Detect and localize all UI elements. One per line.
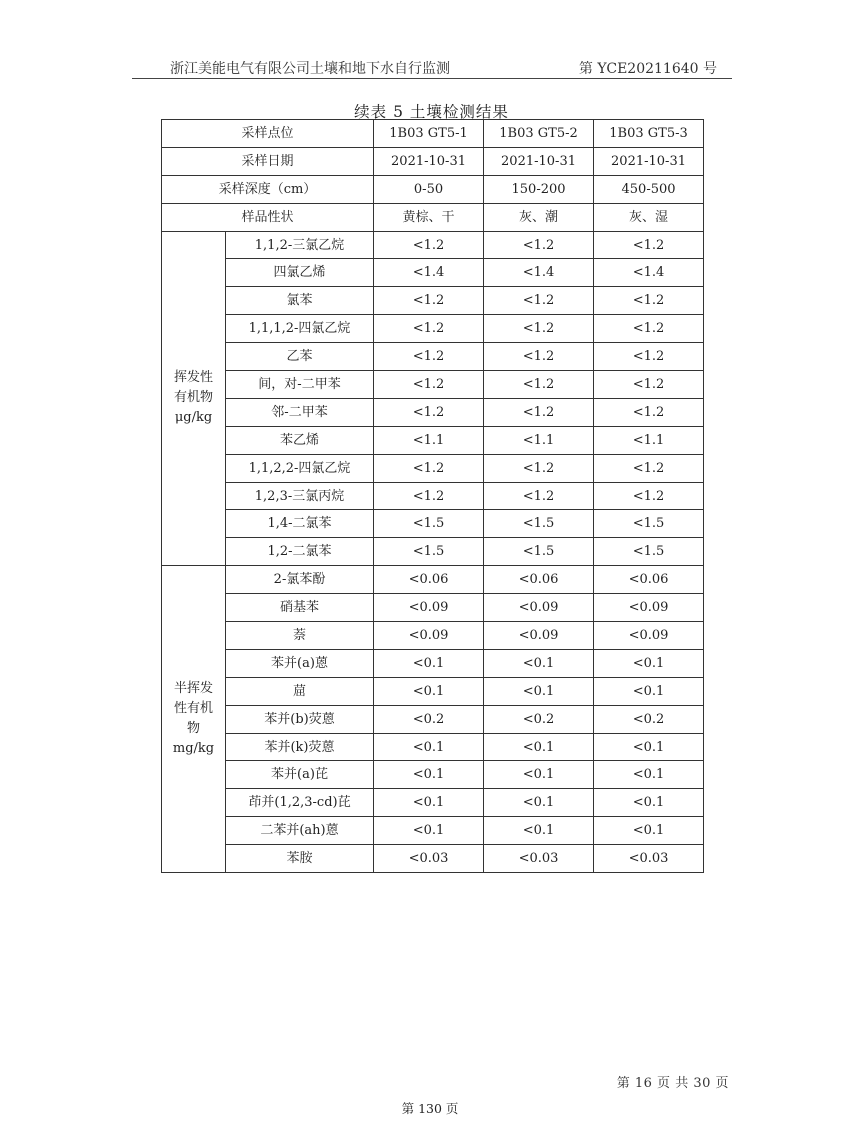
analyte-value: <0.09 <box>484 594 594 622</box>
analyte-value: <1.2 <box>374 287 484 315</box>
analyte-value: <1.5 <box>374 538 484 566</box>
analyte-value: <1.2 <box>484 454 594 482</box>
analyte-value: <1.2 <box>594 454 704 482</box>
analyte-value: <0.1 <box>374 789 484 817</box>
info-row <box>162 175 704 203</box>
analyte-value: <1.2 <box>374 398 484 426</box>
analyte-value: <0.06 <box>374 566 484 594</box>
group-label <box>162 231 226 566</box>
footer-overall-page: 第 130 页 <box>401 1101 459 1116</box>
analyte-value: <1.5 <box>594 538 704 566</box>
info-row <box>162 120 704 148</box>
table-row <box>162 733 704 761</box>
analyte-value: <0.09 <box>484 622 594 650</box>
info-row-value: 2021-10-31 <box>374 147 484 175</box>
info-row-value: 2021-10-31 <box>484 147 594 175</box>
table-row <box>162 594 704 622</box>
group-label-line: 性有机 <box>173 701 213 717</box>
analyte-name: 间，对-二甲苯 <box>226 371 374 399</box>
analyte-value: <1.2 <box>484 371 594 399</box>
analyte-value: <1.1 <box>484 426 594 454</box>
table-row <box>162 622 704 650</box>
analyte-name: 四氯乙烯 <box>226 259 374 287</box>
soil-results-table <box>161 119 704 873</box>
table-row <box>162 343 704 371</box>
analyte-value: <1.2 <box>594 482 704 510</box>
analyte-value: <0.1 <box>374 761 484 789</box>
table-row <box>162 287 704 315</box>
analyte-value: <1.2 <box>594 398 704 426</box>
header-report-number: 第 YCE20211640 号 <box>578 61 717 77</box>
analyte-value: <1.2 <box>484 343 594 371</box>
analyte-value: <1.2 <box>484 482 594 510</box>
analyte-value: <0.09 <box>594 594 704 622</box>
analyte-value: <1.2 <box>594 343 704 371</box>
analyte-value: <0.2 <box>484 705 594 733</box>
analyte-name: 苯并(k)荧蒽 <box>226 733 374 761</box>
analyte-name: 2-氯苯酚 <box>226 566 374 594</box>
info-row-label: 样品性状 <box>162 203 374 231</box>
table-row <box>162 510 704 538</box>
table-row <box>162 817 704 845</box>
analyte-name: 二苯并(ah)蒽 <box>226 817 374 845</box>
table-row <box>162 538 704 566</box>
analyte-value: <0.1 <box>594 817 704 845</box>
analyte-value: <1.5 <box>374 510 484 538</box>
analyte-value: <1.4 <box>484 259 594 287</box>
analyte-value: <1.2 <box>594 315 704 343</box>
analyte-name: 邻-二甲苯 <box>226 398 374 426</box>
info-row-value: 1B03 GT5-2 <box>484 120 594 148</box>
header-divider <box>132 78 732 79</box>
analyte-value: <1.2 <box>374 315 484 343</box>
info-row-label: 采样日期 <box>162 147 374 175</box>
analyte-value: <0.1 <box>484 761 594 789</box>
analyte-name: 苯并(b)荧蒽 <box>226 705 374 733</box>
analyte-name: 萘 <box>226 622 374 650</box>
info-row-value: 1B03 GT5-3 <box>594 120 704 148</box>
info-row-value: 1B03 GT5-1 <box>374 120 484 148</box>
info-row-label: 采样点位 <box>162 120 374 148</box>
table-row <box>162 705 704 733</box>
analyte-value: <1.2 <box>484 315 594 343</box>
table-row <box>162 371 704 399</box>
analyte-value: <0.03 <box>594 845 704 873</box>
analyte-value: <1.2 <box>374 343 484 371</box>
analyte-value: <0.1 <box>484 649 594 677</box>
analyte-value: <0.09 <box>594 622 704 650</box>
header-report-title: 浙江美能电气有限公司土壤和地下水自行监测 <box>170 61 450 77</box>
analyte-name: 茚并(1,2,3-cd)芘 <box>226 789 374 817</box>
analyte-value: <1.2 <box>594 371 704 399</box>
analyte-value: <0.1 <box>594 733 704 761</box>
analyte-value: <0.1 <box>594 649 704 677</box>
group-label-line: mg/kg <box>172 741 215 757</box>
table-row <box>162 454 704 482</box>
analyte-value: <0.1 <box>484 789 594 817</box>
analyte-name: 1,2-二氯苯 <box>226 538 374 566</box>
table-row <box>162 398 704 426</box>
analyte-value: <1.2 <box>374 371 484 399</box>
group-label-line: μg/kg <box>174 410 213 426</box>
info-row-value: 0-50 <box>374 175 484 203</box>
info-row <box>162 203 704 231</box>
analyte-value: <1.1 <box>374 426 484 454</box>
analyte-name: 1,4-二氯苯 <box>226 510 374 538</box>
analyte-value: <0.1 <box>374 733 484 761</box>
analyte-value: <1.5 <box>484 538 594 566</box>
analyte-value: <0.1 <box>484 677 594 705</box>
analyte-value: <0.06 <box>484 566 594 594</box>
analyte-name: 氯苯 <box>226 287 374 315</box>
table-row <box>162 761 704 789</box>
table-row <box>162 315 704 343</box>
info-row-value: 450-500 <box>594 175 704 203</box>
table-title: 续表 5 土壤检测结果 <box>354 103 509 121</box>
analyte-name: 1,2,3-三氯丙烷 <box>226 482 374 510</box>
analyte-value: <1.2 <box>484 398 594 426</box>
analyte-value: <1.4 <box>374 259 484 287</box>
analyte-name: 1,1,1,2-四氯乙烷 <box>226 315 374 343</box>
table-row <box>162 231 704 259</box>
analyte-value: <1.2 <box>374 454 484 482</box>
analyte-value: <0.2 <box>374 705 484 733</box>
analyte-value: <0.1 <box>594 789 704 817</box>
analyte-name: 䓛 <box>226 677 374 705</box>
group-label-line: 半挥发 <box>173 681 213 697</box>
analyte-name: 1,1,2,2-四氯乙烷 <box>226 454 374 482</box>
analyte-value: <0.1 <box>374 817 484 845</box>
analyte-value: <1.2 <box>374 482 484 510</box>
analyte-value: <1.2 <box>484 231 594 259</box>
table-row <box>162 482 704 510</box>
analyte-value: <0.1 <box>484 817 594 845</box>
info-row <box>162 147 704 175</box>
info-row-value: 灰、湿 <box>594 203 704 231</box>
analyte-value: <0.09 <box>374 594 484 622</box>
analyte-value: <0.1 <box>594 677 704 705</box>
analyte-value: <0.1 <box>374 649 484 677</box>
group-label <box>162 566 226 873</box>
footer-page-of: 第 16 页 共 30 页 <box>616 1076 729 1091</box>
info-row-value: 2021-10-31 <box>594 147 704 175</box>
analyte-value: <0.2 <box>594 705 704 733</box>
analyte-name: 乙苯 <box>226 343 374 371</box>
table-row <box>162 566 704 594</box>
analyte-name: 苯胺 <box>226 845 374 873</box>
table-row <box>162 426 704 454</box>
analyte-value: <0.03 <box>374 845 484 873</box>
analyte-value: <1.5 <box>594 510 704 538</box>
info-row-value: 黄棕、干 <box>374 203 484 231</box>
analyte-value: <1.2 <box>594 231 704 259</box>
analyte-value: <0.06 <box>594 566 704 594</box>
analyte-value: <1.5 <box>484 510 594 538</box>
table-body <box>162 120 704 873</box>
table-row <box>162 789 704 817</box>
analyte-name: 苯并(a)芘 <box>226 761 374 789</box>
group-label-line: 物 <box>186 721 200 737</box>
analyte-value: <1.2 <box>374 231 484 259</box>
analyte-name: 苯并(a)蒽 <box>226 649 374 677</box>
analyte-value: <0.1 <box>374 677 484 705</box>
analyte-value: <0.03 <box>484 845 594 873</box>
table-row <box>162 677 704 705</box>
analyte-value: <1.2 <box>594 287 704 315</box>
table-row <box>162 649 704 677</box>
analyte-name: 1,1,2-三氯乙烷 <box>226 231 374 259</box>
analyte-value: <0.1 <box>594 761 704 789</box>
group-label-line: 挥发性 <box>173 370 213 386</box>
table-row <box>162 259 704 287</box>
analyte-value: <0.1 <box>484 733 594 761</box>
analyte-value: <1.2 <box>484 287 594 315</box>
info-row-value: 灰、潮 <box>484 203 594 231</box>
analyte-value: <1.1 <box>594 426 704 454</box>
group-label-line: 有机物 <box>173 390 213 406</box>
table-row <box>162 845 704 873</box>
analyte-name: 硝基苯 <box>226 594 374 622</box>
analyte-name: 苯乙烯 <box>226 426 374 454</box>
info-row-label: 采样深度（cm） <box>162 175 374 203</box>
analyte-value: <0.09 <box>374 622 484 650</box>
analyte-value: <1.4 <box>594 259 704 287</box>
info-row-value: 150-200 <box>484 175 594 203</box>
